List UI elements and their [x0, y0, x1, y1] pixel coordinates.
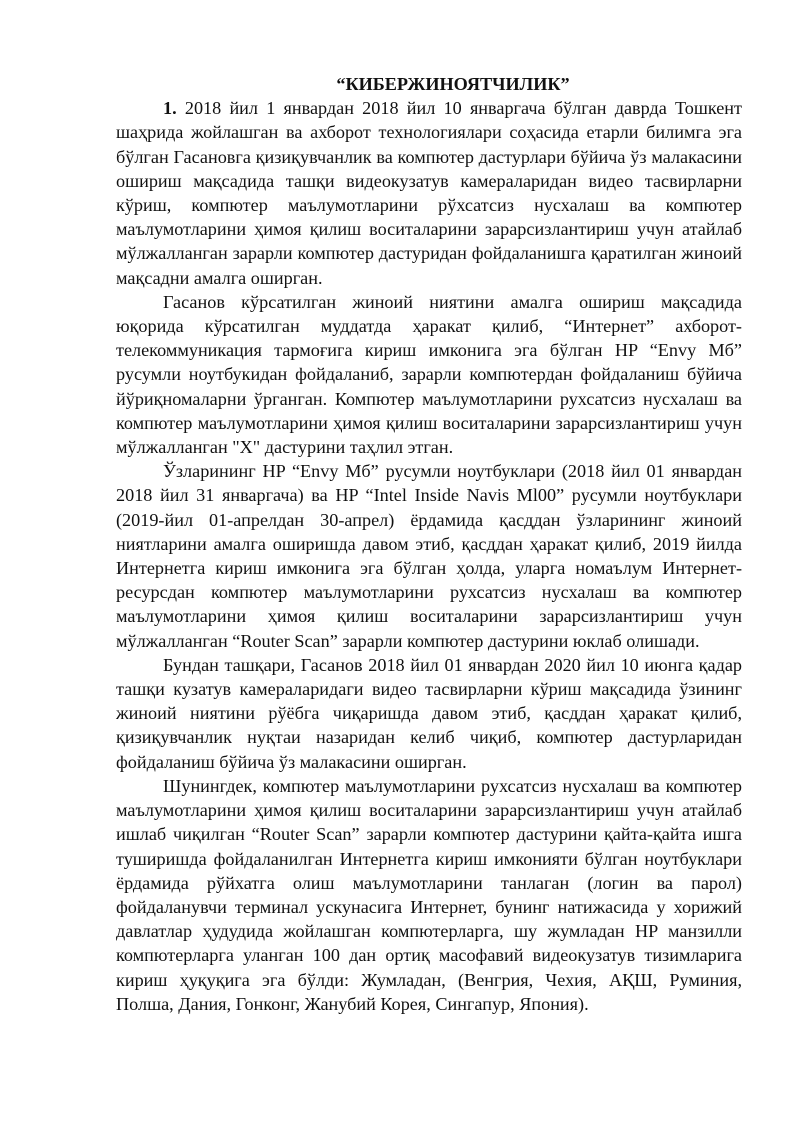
document-page	[116, 72, 742, 1016]
document-title: “КИБЕРЖИНОЯТЧИЛИК”	[336, 74, 570, 94]
paragraph-2: Гасанов кўрсатилган жиноий ниятини амалга ошириш мақсадида юқорида кўрсатилган муддатда ҳаракат қилиб, “Интернет” ахборот-телекоммуникация тармоғига кириш имконига эга бўлган HP “Envy Мб” русумли ноутбукидан фойдаланиб, зарарли компютердан фойдаланиш бўйича йўриқномаларни ўрганган. Компютер маълумотларини рухсатсиз нусхалаш ва компютер маълумотларини ҳимоя қилиш воситаларини зарарсизлантириш учун мўлжалланган "X" дастурини таҳлил этган.	[116, 291, 742, 458]
paragraph-number: 1.	[163, 98, 177, 119]
paragraph-4: Бундан ташқари, Гасанов 2018 йил 01 январдан 2020 йил 10 июнга қадар ташқи кузатув камераларидаги видео тасвирларни кўриш мақсадида ўзининг жиноий ниятини рўёбга чиқаришда давом этиб, қасддан ҳаракат қилиб, қизиқувчанлик нуқтаи назаридан келиб чиқиб, компютер дастурларидан фойдаланиш бўйича ўз малакасини оширган.	[116, 654, 742, 772]
paragraph-1	[116, 96, 742, 290]
paragraph-3: Ўзларининг HP “Envy Мб” русумли ноутбуклари (2018 йил 01 январдан 2018 йил 31 январгача) ва HP “Intel Inside Navis Ml00” русумли ноутбуклари (2019-йил 01-апрелдан 30-апрел) ёрдамида қасддан ўзларининг жиноий ниятларини амалга оширишда давом этиб, қасддан ҳаракат қилиб, 2019 йилда Интернетга кириш имконига эга бўлган ҳолда, уларга номаълум Интернет-ресурсдан компютер маълумотларини рухсатсиз нусхалаш ва компютер маълумотларини ҳимоя қилиш воситаларини зарарсизлантириш учун мўлжалланган “Router Scan” зарарли компютер дастурини юклаб олишади.	[116, 461, 742, 651]
paragraph-text: 2018 йил 1 январдан 2018 йил 10 январгача бўлган даврда Тошкент шаҳрида жойлашган ва ахборот технологиялари соҳасида етарли билимга эга бўлган Гасановга қизиқувчанлик ва компютер дастурлари бўйича ўз малакасини ошириш мақсадида ташқи видеокузатув камераларидан видео тасвирларни кўриш, компютер маълумотларини рўхсатсиз нусхалаш ва компютер маълумотларини ҳимоя қилиш воситаларини зарарсизлантириш учун атайлаб мўлжалланган зарарли компютер дастуридан фойдаланишга қаратилган жиноий мақсадни амалга оширган.	[116, 98, 742, 288]
paragraph-5: Шунингдек, компютер маълумотларини рухсатсиз нусхалаш ва компютер маълумотларини ҳимоя қилиш воситаларини зарарсизлантириш учун атайлаб ишлаб чиқилган “Router Scan” зарарли компютер дастурини қайта-қайта ишга туширишда фойдаланилган Интернетга кириш имконияти бўлган ноутбуклари ёрдамида рўйхатга олиш маълумотларини танлаган (логин ва парол) фойдаланувчи терминал ускунасига Интернет, бунинг натижасида у хорижий давлатлар ҳудудида жойлашган компютерларга, шу жумладан HP манзилли компютерларга уланган 100 дан ортиқ масофавий видеокузатув тизимларига кириш ҳуқуқига эга бўлди: Жумладан, (Венгрия, Чехия, АҚШ, Руминия, Полша, Дания, Гонконг, Жанубий Корея, Сингапур, Япония).	[116, 775, 742, 1014]
